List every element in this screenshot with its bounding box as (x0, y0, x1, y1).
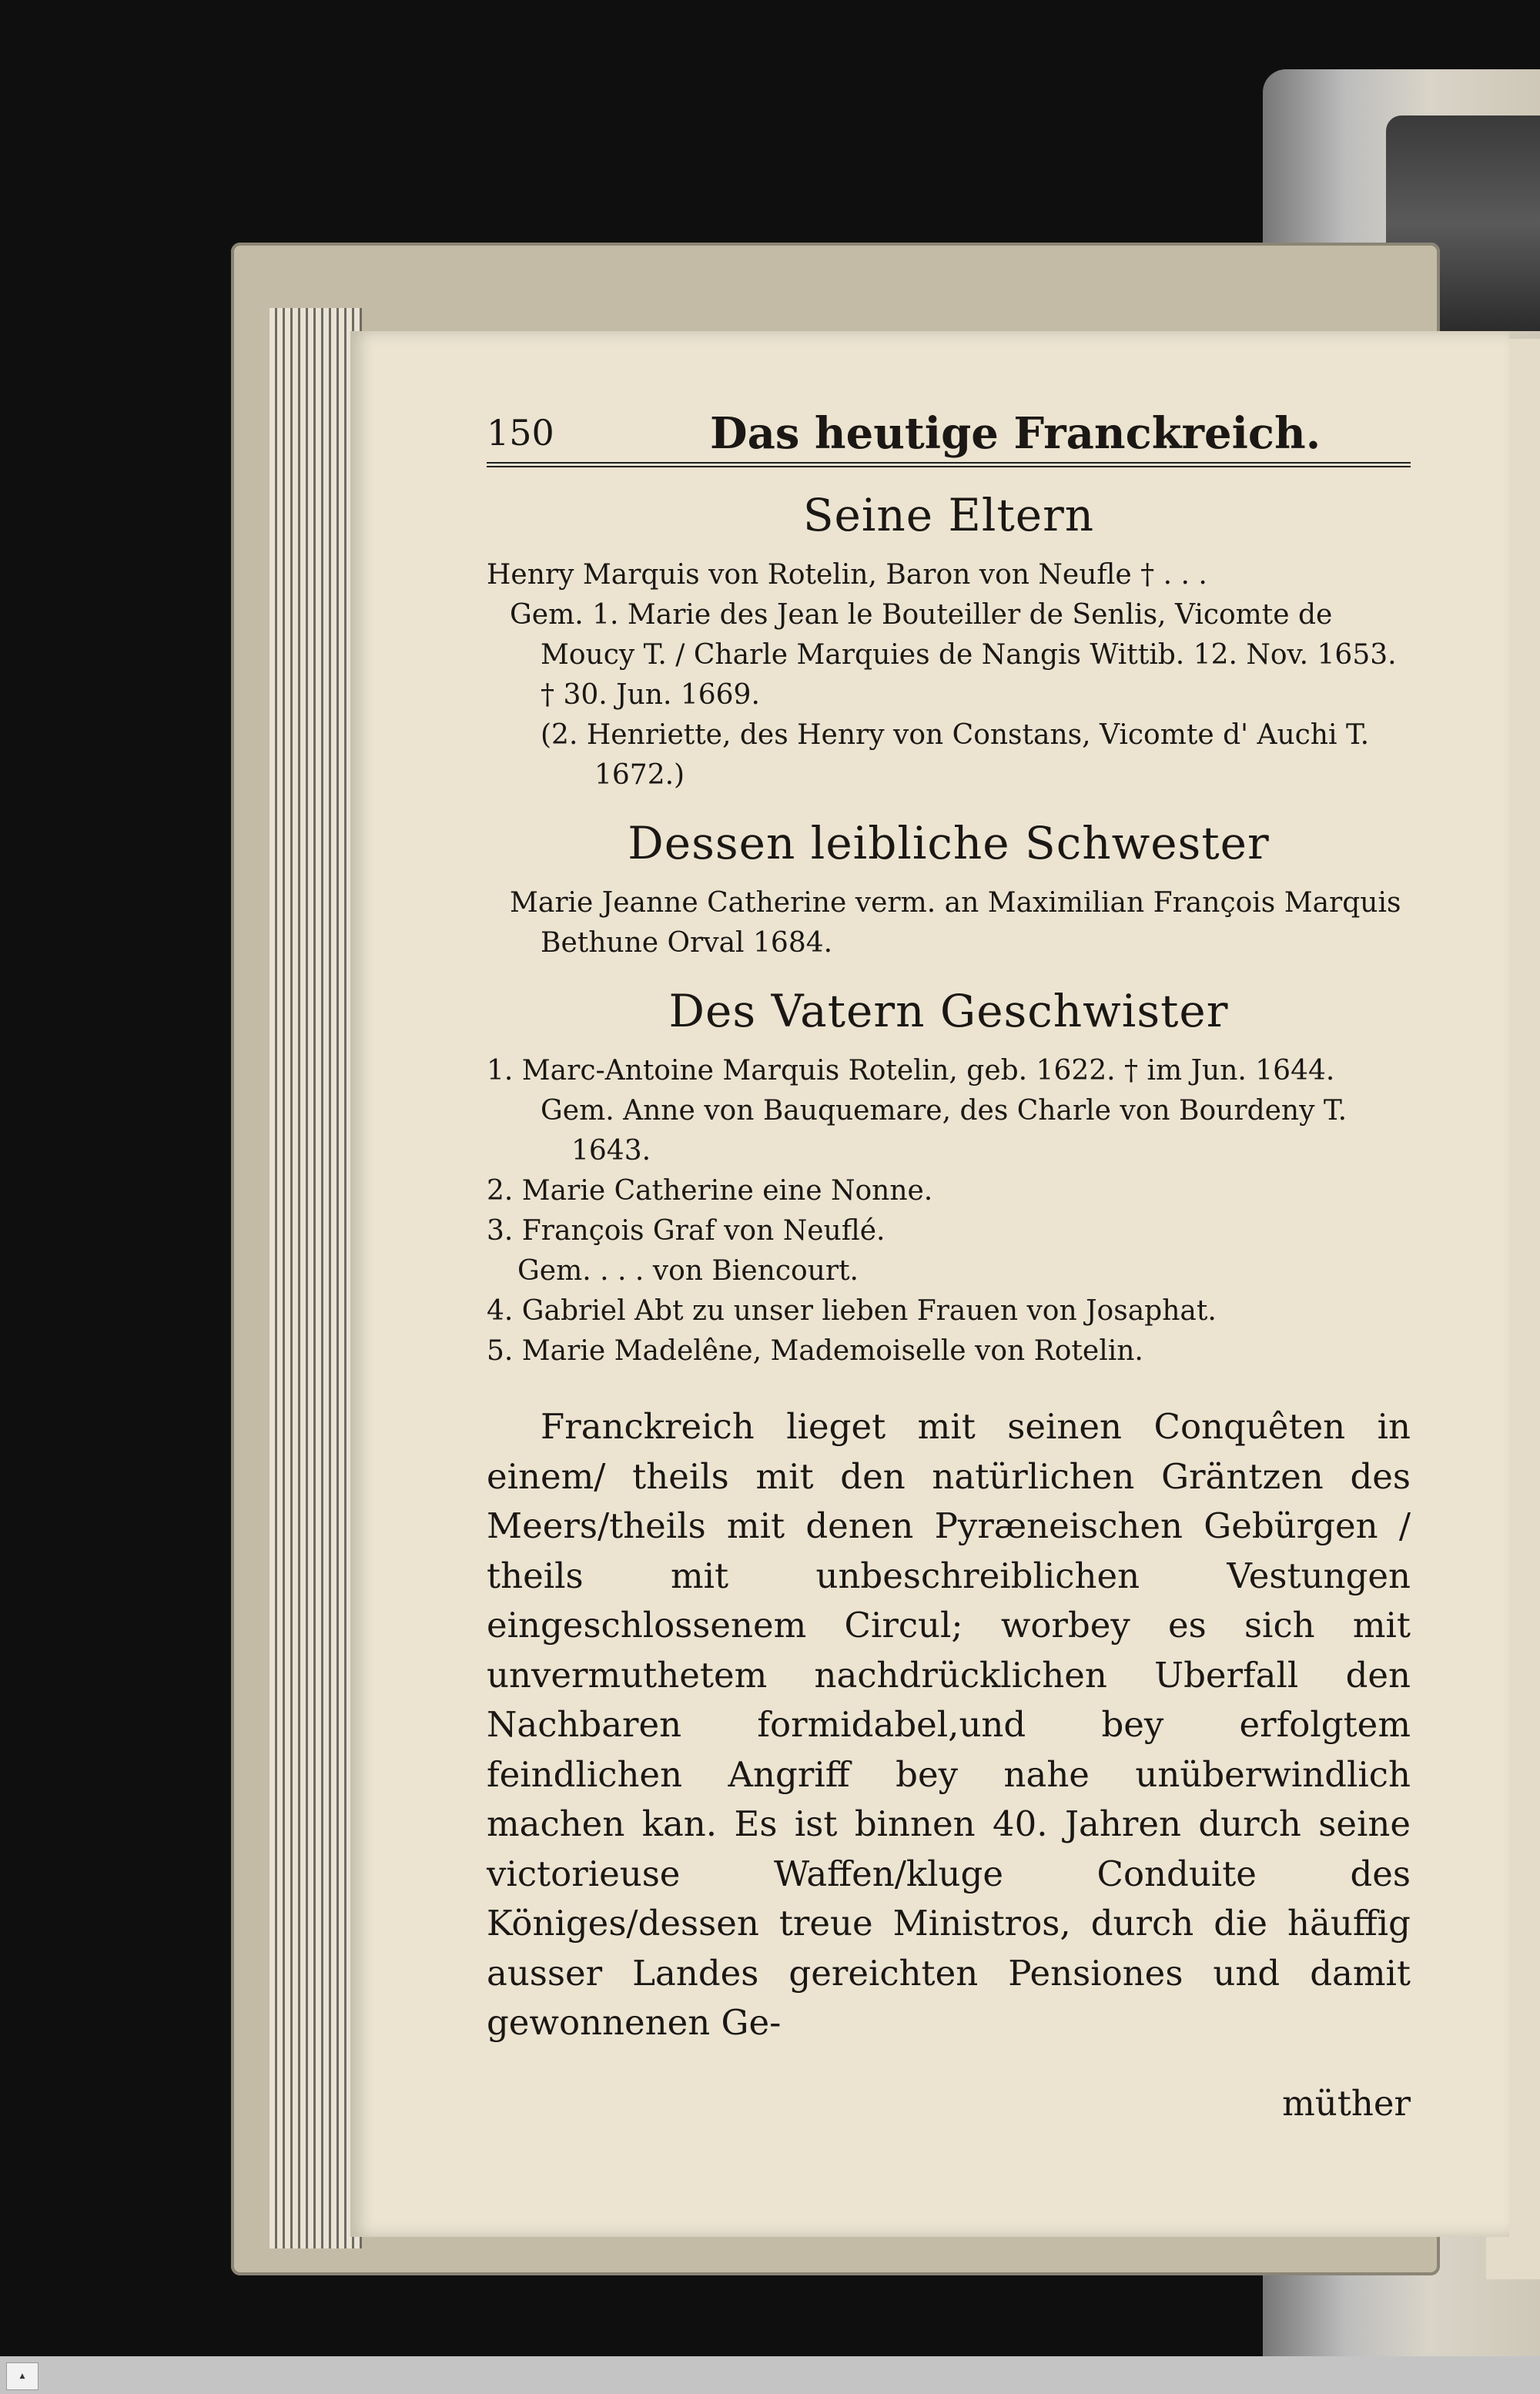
entry-line: Gem. Anne von Bauquemare, des Charle von Bourdeny T. 1643. (541, 1095, 1348, 1167)
catchword: müther (1282, 2082, 1411, 2124)
running-title: Das heutige Franckreich. (710, 408, 1321, 459)
entry-line: 4. Gabriel Abt zu unser lieben Frauen von Josaphat. (487, 1295, 1217, 1327)
body-paragraph: Franckreich lieget mit seinen Conquêten in einem/ theils mit den natürlichen Gräntzen des Meers/theils mit denen Pyræneischen Gebürgen / theils mit unbeschreiblichen Vestungen eingeschlossenem Circul; worbey es sich mit unvermuthetem nachdrücklichen Uberfall den Nachbaren formidabel,und bey erfolgtem feindlichen Angriff bey nahe unüberwindlich machen kan. Es ist binnen 40. Jahren durch seine victorieuse Waffen/kluge Conduite des Königes/dessen treue Ministros, durch die häuffig ausser Landes gereichten Pensiones und damit gewonnenen Ge- (487, 1406, 1411, 2043)
section-sister (487, 817, 1411, 963)
entry-line: (2. Henriette, des Henry von Constans, Vicomte d' Auchi T. 1672.) (541, 719, 1370, 791)
entry-line: 5. Marie Madelêne, Mademoiselle von Rotelin. (487, 1335, 1143, 1367)
page-number: 150 (487, 412, 554, 454)
library-logo-icon: ▲ (6, 2362, 38, 2390)
section-title: Seine Eltern (802, 489, 1095, 541)
viewer-footer-bar (0, 2356, 1540, 2394)
section-parents (487, 489, 1411, 795)
page-header (487, 408, 1411, 467)
entry-line: 1. Marc-Antoine Marquis Rotelin, geb. 1622. † im Jun. 1644. (487, 1055, 1335, 1087)
section-father-siblings (487, 985, 1411, 1371)
entry-line: Henry Marquis von Rotelin, Baron von Neufle † . . . (487, 559, 1207, 591)
page-edges (270, 308, 362, 2248)
section-title: Des Vatern Geschwister (668, 985, 1229, 1037)
entry-line: Gem. 1. Marie des Jean le Bouteiller de Senlis, Vicomte de Moucy T. / Charle Marquies de Nangis Wittib. 12. Nov. 1653. † 30. Jun. 1669. (510, 599, 1397, 711)
entry-line: Marie Jeanne Catherine verm. an Maximilian François Marquis Bethune Orval 1684. (510, 887, 1401, 959)
page-content (487, 408, 1411, 2158)
section-title: Dessen leibliche Schwester (628, 817, 1270, 869)
entry-line: 2. Marie Catherine eine Nonne. (487, 1175, 933, 1207)
entry-line: 3. François Graf von Neuflé. (487, 1215, 886, 1247)
entry-line: Gem. . . . von Biencourt. (517, 1255, 859, 1287)
